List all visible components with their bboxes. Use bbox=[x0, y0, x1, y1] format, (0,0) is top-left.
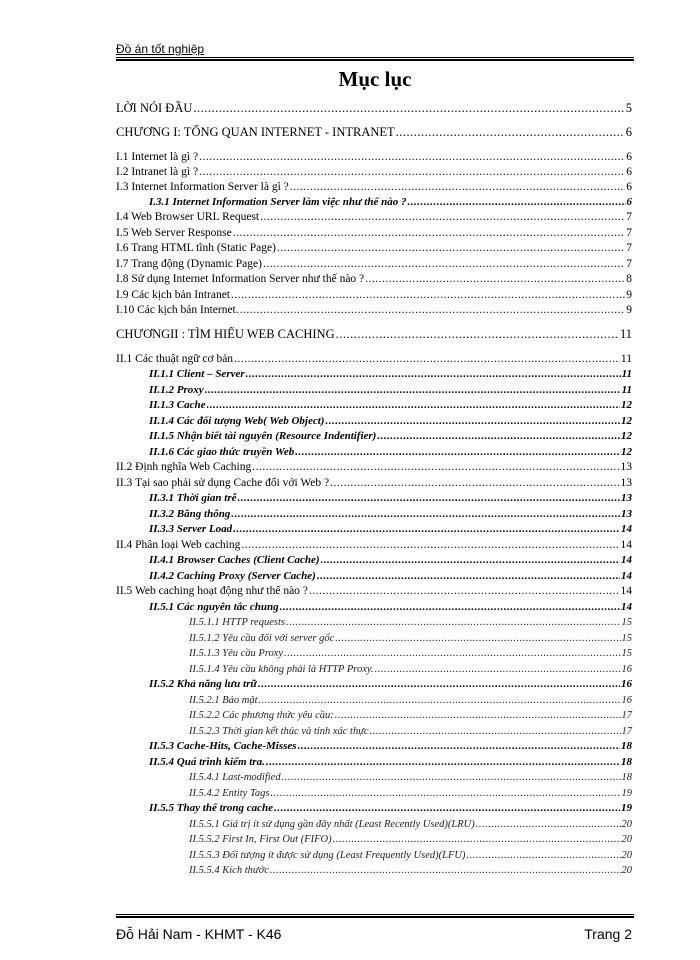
toc-entry-page: 9 bbox=[626, 304, 632, 316]
toc-entry-label: II.5.5.4 Kích thước bbox=[189, 865, 269, 876]
toc-entry-label: II.5.5.1 Giá trị ít sử dụng gần đây nhất (Least Recently Used)(LRU) bbox=[189, 819, 475, 830]
toc-entry[interactable] bbox=[116, 301, 632, 316]
toc-entry-label: II.5.5 Thay thế trong cache bbox=[149, 802, 274, 814]
toc-entry[interactable] bbox=[189, 644, 632, 659]
toc-entry-label: II.5.4.1 Last-modified bbox=[189, 772, 281, 783]
toc-entry-label: I.3.1 Internet Information Server làm việc như thế nào ? bbox=[149, 196, 407, 208]
toc-entry[interactable] bbox=[149, 489, 632, 504]
toc-entry-page: 14 bbox=[621, 554, 632, 566]
toc-entry-page: 13 bbox=[621, 492, 632, 504]
toc-entry-label: II.1.6 Các giao thức truyền Web bbox=[149, 446, 295, 458]
toc-entry-label: II.3.3 Server Load bbox=[149, 523, 233, 535]
toc-entry-label: II.5.1.2 Yêu cầu đối với server gốc bbox=[189, 633, 335, 644]
toc-entry[interactable] bbox=[149, 381, 632, 396]
toc-dot-leader bbox=[270, 865, 621, 876]
toc-dot-leader bbox=[263, 258, 625, 270]
toc-entry-page: 12 bbox=[621, 415, 632, 427]
toc-entry[interactable] bbox=[116, 148, 632, 163]
toc-entry-label: II.5.1 Các nguyên tắc chung bbox=[149, 601, 279, 613]
toc-entry-page: 6 bbox=[626, 151, 632, 163]
toc-entry-page: 15 bbox=[621, 648, 632, 659]
toc-entry-label: II.3 Tại sao phải sử dụng Cache đối với Web ? bbox=[116, 477, 330, 489]
toc-entry-label: II.1 Các thuật ngữ cơ bản bbox=[116, 353, 234, 365]
toc-dot-leader bbox=[199, 151, 625, 163]
toc-entry[interactable] bbox=[149, 799, 632, 814]
toc-dot-leader bbox=[335, 633, 620, 644]
toc-entry[interactable] bbox=[189, 691, 632, 706]
toc-dot-leader bbox=[333, 834, 621, 845]
toc-entry-label: II.3.1 Thời gian trễ bbox=[149, 492, 237, 504]
toc-entry[interactable] bbox=[189, 815, 632, 830]
toc-dot-leader bbox=[407, 196, 625, 208]
toc-entry-label: II.5.3 Cache-Hits, Cache-Misses bbox=[149, 740, 297, 752]
toc-entry[interactable] bbox=[149, 675, 632, 690]
toc-entry-page: 12 bbox=[621, 446, 632, 458]
toc-entry-page: 18 bbox=[621, 772, 632, 783]
toc-entry[interactable] bbox=[189, 722, 632, 737]
toc-entry-page: 14 bbox=[621, 570, 632, 582]
toc-entry[interactable] bbox=[189, 846, 632, 861]
toc-entry-label: II.3.2 Băng thông bbox=[149, 508, 231, 520]
toc-entry-label: II.5.1.1 HTTP requests bbox=[189, 617, 285, 628]
toc-dot-leader bbox=[335, 710, 621, 721]
toc-entry[interactable] bbox=[149, 598, 632, 613]
toc-entry-label: II.1.3 Cache bbox=[149, 399, 206, 411]
toc-dot-leader bbox=[284, 648, 620, 659]
toc-entry-label: II.1.1 Client – Server bbox=[149, 368, 245, 380]
toc-entry[interactable] bbox=[149, 753, 632, 768]
toc-entry-label: I.6 Trang HTML tĩnh (Static Page) bbox=[116, 242, 276, 254]
toc-entry-label: I.7 Trang động (Dynamic Page) bbox=[116, 258, 262, 270]
toc-entry[interactable] bbox=[116, 350, 632, 365]
toc-entry[interactable] bbox=[189, 706, 632, 721]
toc-dot-leader bbox=[330, 477, 619, 489]
toc-entry-page: 14 bbox=[621, 601, 632, 613]
toc-entry-page: 20 bbox=[621, 865, 632, 876]
toc-entry[interactable] bbox=[116, 458, 632, 473]
toc-entry[interactable] bbox=[116, 582, 632, 597]
toc-entry-page: 6 bbox=[626, 196, 632, 208]
toc-entry-page: 11 bbox=[621, 368, 632, 380]
toc-dot-leader bbox=[325, 415, 620, 427]
toc-entry-label: I.4 Web Browser URL Request bbox=[116, 211, 260, 223]
toc-dot-leader bbox=[233, 227, 625, 239]
toc-dot-leader bbox=[282, 772, 621, 783]
toc-entry-label: II.4.1 Browser Caches (Client Cache) bbox=[149, 554, 320, 566]
toc-dot-leader bbox=[321, 554, 620, 566]
header-title: Đồ án tốt nghiệp bbox=[116, 42, 205, 56]
toc-dot-leader bbox=[231, 289, 625, 301]
toc-entry[interactable] bbox=[116, 239, 632, 254]
page-footer bbox=[116, 926, 632, 942]
toc-entry-page: 11 bbox=[620, 353, 632, 365]
toc-entry-label: II.5.5.2 First In, First Out (FIFO) bbox=[189, 834, 332, 845]
toc-entry-page: 18 bbox=[621, 740, 632, 752]
toc-entry-label: I.9 Các kịch bản Intranet bbox=[116, 289, 230, 301]
toc-entry[interactable] bbox=[189, 613, 632, 628]
toc-entry-label: I.1 Internet là gì ? bbox=[116, 151, 199, 163]
toc-dot-leader bbox=[274, 802, 620, 814]
toc-entry-page: 7 bbox=[626, 258, 632, 270]
toc-dot-leader bbox=[266, 756, 620, 768]
toc-entry-label: II.5.2 Khả năng lưu trữ bbox=[149, 678, 257, 690]
toc-entry[interactable] bbox=[116, 536, 632, 551]
toc-entry[interactable] bbox=[116, 124, 632, 140]
toc-entry-page: 12 bbox=[621, 399, 632, 411]
toc-entry[interactable] bbox=[116, 100, 632, 116]
toc-entry-page: 7 bbox=[626, 211, 632, 223]
toc-entry-label: II.1.2 Proxy bbox=[149, 384, 204, 396]
toc-entry-page: 5 bbox=[625, 101, 632, 115]
toc-dot-leader bbox=[241, 539, 619, 551]
toc-entry-page: 7 bbox=[626, 242, 632, 254]
toc-entry-label: II.5.5.3 Đối tượng ít được sử dụng (Least Frequently Used)(LFU) bbox=[189, 850, 466, 861]
toc-entry[interactable] bbox=[149, 365, 632, 380]
toc-entry[interactable] bbox=[116, 474, 632, 489]
toc-entry-page: 9 bbox=[626, 289, 632, 301]
toc-entry[interactable] bbox=[116, 286, 632, 301]
footer-page-number: Trang 2 bbox=[584, 926, 632, 942]
toc-dot-leader bbox=[277, 242, 625, 254]
page-header bbox=[116, 42, 632, 56]
toc-dot-leader bbox=[286, 617, 621, 628]
toc-entry-page: 14 bbox=[620, 585, 632, 597]
toc-dot-leader bbox=[234, 353, 620, 365]
toc-entry-label: II.5.2.3 Thời gian kết thúc và tính xác thực bbox=[189, 726, 369, 737]
toc-dot-leader bbox=[252, 461, 619, 473]
toc-entry-label: II.5 Web caching hoạt động như thế nào ? bbox=[116, 585, 308, 597]
toc-entry-page: 13 bbox=[620, 477, 632, 489]
toc-dot-leader bbox=[259, 695, 621, 706]
toc-dot-leader bbox=[199, 166, 625, 178]
toc-dot-leader bbox=[396, 125, 625, 140]
toc-dot-leader bbox=[205, 384, 621, 396]
toc-entry-page: 17 bbox=[621, 710, 632, 721]
toc-entry-page: 13 bbox=[620, 461, 632, 473]
toc-entry[interactable] bbox=[116, 163, 632, 178]
toc-dot-leader bbox=[370, 726, 621, 737]
toc-entry-page: 15 bbox=[621, 633, 632, 644]
toc-entry[interactable] bbox=[149, 412, 632, 427]
header-rule bbox=[116, 57, 634, 61]
toc-entry-label: II.5.1.4 Yêu cầu không phải là HTTP Proxy. bbox=[189, 664, 374, 675]
toc-entry-label: CHƯƠNGII : TÌM HIỂU WEB CACHING bbox=[116, 327, 335, 341]
toc-entry[interactable] bbox=[189, 784, 632, 799]
toc-entry[interactable] bbox=[116, 178, 632, 193]
toc-entry[interactable] bbox=[149, 737, 632, 752]
toc-dot-leader bbox=[193, 101, 624, 116]
toc-entry-page: 6 bbox=[625, 125, 632, 139]
toc-entry[interactable] bbox=[189, 660, 632, 675]
footer-rule bbox=[116, 914, 634, 918]
toc-entry-label: II.1.5 Nhận biết tài nguyên (Resource Indentifier) bbox=[149, 430, 377, 442]
toc-dot-leader bbox=[207, 399, 620, 411]
toc-entry[interactable] bbox=[116, 208, 632, 223]
toc-dot-leader bbox=[298, 740, 620, 752]
toc-entry-label: II.4.2 Caching Proxy (Server Cache) bbox=[149, 570, 316, 582]
toc-entry-label: I.3 Internet Information Server là gì ? bbox=[116, 181, 289, 193]
toc-entry-page: 12 bbox=[621, 430, 632, 442]
toc-dot-leader bbox=[377, 430, 620, 442]
toc-entry-page: 11 bbox=[621, 384, 632, 396]
toc-entry-page: 16 bbox=[621, 678, 632, 690]
toc-entry[interactable] bbox=[189, 768, 632, 783]
toc-entry-label: I.2 Intranet là gì ? bbox=[116, 166, 199, 178]
toc-dot-leader bbox=[238, 492, 620, 504]
toc-dot-leader bbox=[476, 819, 621, 830]
toc-dot-leader bbox=[336, 327, 619, 342]
toc-entry-label: II.2 Định nghĩa Web Caching bbox=[116, 461, 252, 473]
toc-dot-leader bbox=[231, 508, 620, 520]
toc-entry[interactable] bbox=[189, 861, 632, 876]
toc-dot-leader bbox=[280, 601, 620, 613]
toc-entry[interactable] bbox=[149, 505, 632, 520]
toc-dot-leader bbox=[260, 211, 625, 223]
toc-entry-label: II.4 Phân loại Web caching bbox=[116, 539, 241, 551]
toc-entry-label: CHƯƠNG I: TỔNG QUAN INTERNET - INTRANET bbox=[116, 125, 395, 139]
toc-entry-page: 8 bbox=[626, 273, 632, 285]
toc-dot-leader bbox=[240, 304, 626, 316]
toc-dot-leader bbox=[309, 585, 620, 597]
toc-entry-label: II.5.2.2 Các phương thức yêu cầu: bbox=[189, 710, 334, 721]
toc-entry-page: 15 bbox=[621, 617, 632, 628]
toc-entry[interactable] bbox=[149, 551, 632, 566]
toc-dot-leader bbox=[375, 664, 621, 675]
toc-entry-label: II.1.4 Các đối tượng Web( Web Object) bbox=[149, 415, 325, 427]
toc-entry[interactable] bbox=[149, 193, 632, 208]
toc-entry-label: I.5 Web Server Response bbox=[116, 227, 232, 239]
toc-entry-page: 19 bbox=[621, 788, 632, 799]
toc-entry[interactable] bbox=[149, 443, 632, 458]
page-title: Mục lục bbox=[338, 67, 412, 91]
toc-dot-leader bbox=[270, 788, 620, 799]
toc-entry[interactable] bbox=[116, 326, 632, 342]
toc-entry-page: 6 bbox=[626, 166, 632, 178]
toc-dot-leader bbox=[290, 181, 625, 193]
toc-entry-page: 14 bbox=[621, 523, 632, 535]
toc-entry-page: 18 bbox=[621, 756, 632, 768]
toc-entry-label: II.5.4 Quá trình kiểm tra. bbox=[149, 756, 265, 768]
toc-entry-page: 16 bbox=[621, 695, 632, 706]
toc-dot-leader bbox=[258, 678, 620, 690]
toc-entry[interactable] bbox=[149, 396, 632, 411]
toc-dot-leader bbox=[365, 273, 625, 285]
toc-dot-leader bbox=[295, 446, 620, 458]
toc-entry-page: 11 bbox=[619, 327, 632, 341]
toc-entry-label: LỜI NÓI ĐẦU bbox=[116, 101, 193, 115]
toc-entry[interactable] bbox=[149, 567, 632, 582]
footer-author: Đỗ Hải Nam - KHMT - K46 bbox=[116, 926, 282, 942]
toc-entry-page: 16 bbox=[621, 664, 632, 675]
toc-entry-page: 20 bbox=[621, 850, 632, 861]
toc-entry-label: II.5.1.3 Yêu cầu Proxy bbox=[189, 648, 284, 659]
toc-dot-leader bbox=[317, 570, 620, 582]
toc-dot-leader bbox=[246, 368, 621, 380]
toc-entry-page: 7 bbox=[626, 227, 632, 239]
toc-entry-label: I.10 Các kịch bản Internet. bbox=[116, 304, 239, 316]
toc-entry-page: 14 bbox=[620, 539, 632, 551]
toc-entry-page: 20 bbox=[621, 819, 632, 830]
toc-entry-page: 6 bbox=[626, 181, 632, 193]
toc-entry-label: I.8 Sử dụng Internet Information Server như thế nào ? bbox=[116, 273, 365, 285]
toc-entry[interactable] bbox=[116, 255, 632, 270]
toc-entry-page: 13 bbox=[621, 508, 632, 520]
toc-entry[interactable] bbox=[189, 629, 632, 644]
toc-entry-page: 20 bbox=[621, 834, 632, 845]
toc-dot-leader bbox=[466, 850, 620, 861]
toc-entry[interactable] bbox=[149, 520, 632, 535]
toc-entry[interactable] bbox=[189, 830, 632, 845]
toc-entry-label: II.5.2.1 Bảo mật bbox=[189, 695, 258, 706]
toc-entry-page: 17 bbox=[621, 726, 632, 737]
toc-entry[interactable] bbox=[116, 224, 632, 239]
toc-entry-page: 19 bbox=[621, 802, 632, 814]
toc-entry-label: II.5.4.2 Entity Tags bbox=[189, 788, 270, 799]
toc-dot-leader bbox=[233, 523, 620, 535]
toc-entry[interactable] bbox=[149, 427, 632, 442]
toc-entry[interactable] bbox=[116, 270, 632, 285]
